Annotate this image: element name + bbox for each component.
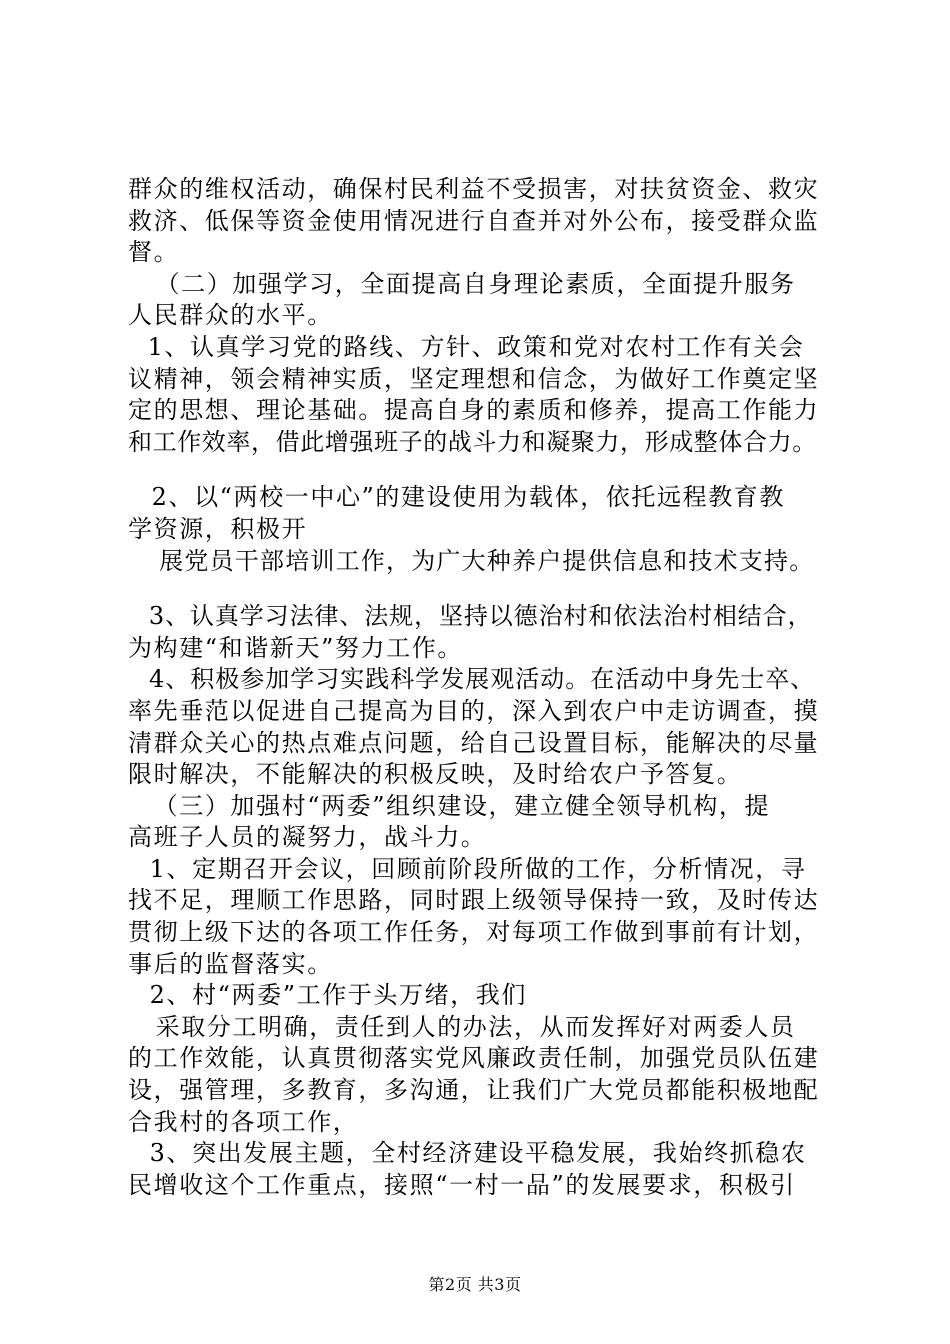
text-line: 群众的维权活动，确保村民利益不受损害，对扶贫资金、救灾 xyxy=(128,175,820,203)
text-line: 3、认真学习法律、法规，坚持以德治村和依法治村相结合， xyxy=(124,602,813,631)
text-line: 4、积极参加学习实践科学发展观活动。在活动中身先士卒、 xyxy=(124,665,816,694)
text-line: 定的思想、理论基础。提高自身的素质和修养，提高工作能力 xyxy=(128,396,820,425)
text-line: 展党员干部培训工作，为广大种养户提供信息和技术支持。 xyxy=(134,546,815,575)
text-line: 学资源，积极开 xyxy=(128,514,308,543)
text-line: 率先垂范以促进自己提高为目的，深入到农户中走访调查，摸 xyxy=(128,696,820,725)
section-heading: （二）加强学习，全面提高自身理论素质，全面提升服务 xyxy=(142,269,796,298)
text-line: 清群众关心的热点难点问题，给自己设置目标，能解决的尽量 xyxy=(128,728,820,757)
text-line: 1、认真学习党的路线、方针、政策和党对农村工作有关会 xyxy=(122,332,805,361)
text-line: 为构建“和谐新天”努力工作。 xyxy=(128,633,463,662)
text-line: 高班子人员的凝努力，战斗力。 xyxy=(128,823,487,852)
text-line: 和工作效率，借此增强班子的战斗力和凝聚力，形成整体合力。 xyxy=(128,427,817,456)
text-line: 督。 xyxy=(128,238,180,267)
text-line: 限时解决，不能解决的积极反映，及时给农户予答复。 xyxy=(128,760,743,789)
text-line: 议精神，领会精神实质，坚定理想和信念，为做好工作奠定坚 xyxy=(128,364,820,393)
text-line: 救济、低保等资金使用情况进行自查并对外公布，接受群众监 xyxy=(128,206,820,235)
text-line: 采取分工明确，责任到人的办法，从而发挥好对两委人员 xyxy=(130,1012,796,1041)
text-line: 2、村“两委”工作于头万绪，我们 xyxy=(124,981,528,1010)
text-line: 1、定期召开会议，回顾前阶段所做的工作，分析情况，寻 xyxy=(124,854,807,883)
text-line: 设，强管理，多教育，多沟通，让我们广大党员都能积极地配 xyxy=(128,1076,820,1105)
text-line: 的工作效能，认真贯彻落实党风廉政责任制，加强党员队伍建 xyxy=(128,1044,820,1073)
text-line: 3、突出发展主题，全村经济建设平稳发展，我始终抓稳农 xyxy=(124,1139,807,1168)
page-footer: 第2页 共3页 xyxy=(428,1275,522,1294)
section-heading: （三）加强村“两委”组织建设，建立健全领导机构，提 xyxy=(140,791,771,820)
text-line: 贯彻上级下达的各项工作任务，对每项工作做到事前有计划， xyxy=(128,918,820,947)
text-line: 民增收这个工作重点，接照“一村一品”的发展要求，积极引 xyxy=(128,1170,796,1199)
text-line: 找不足，理顺工作思路，同时跟上级领导保持一致，及时传达 xyxy=(128,886,820,915)
text-line: 事后的监督落实。 xyxy=(128,949,333,978)
body-text xyxy=(122,174,834,1201)
text-line: 2、以“两校一中心”的建设使用为载体，依托远程教育教 xyxy=(126,483,786,512)
text-line: 合我村的各项工作， xyxy=(128,1107,359,1136)
text-line: 人民群众的水平。 xyxy=(128,301,333,330)
